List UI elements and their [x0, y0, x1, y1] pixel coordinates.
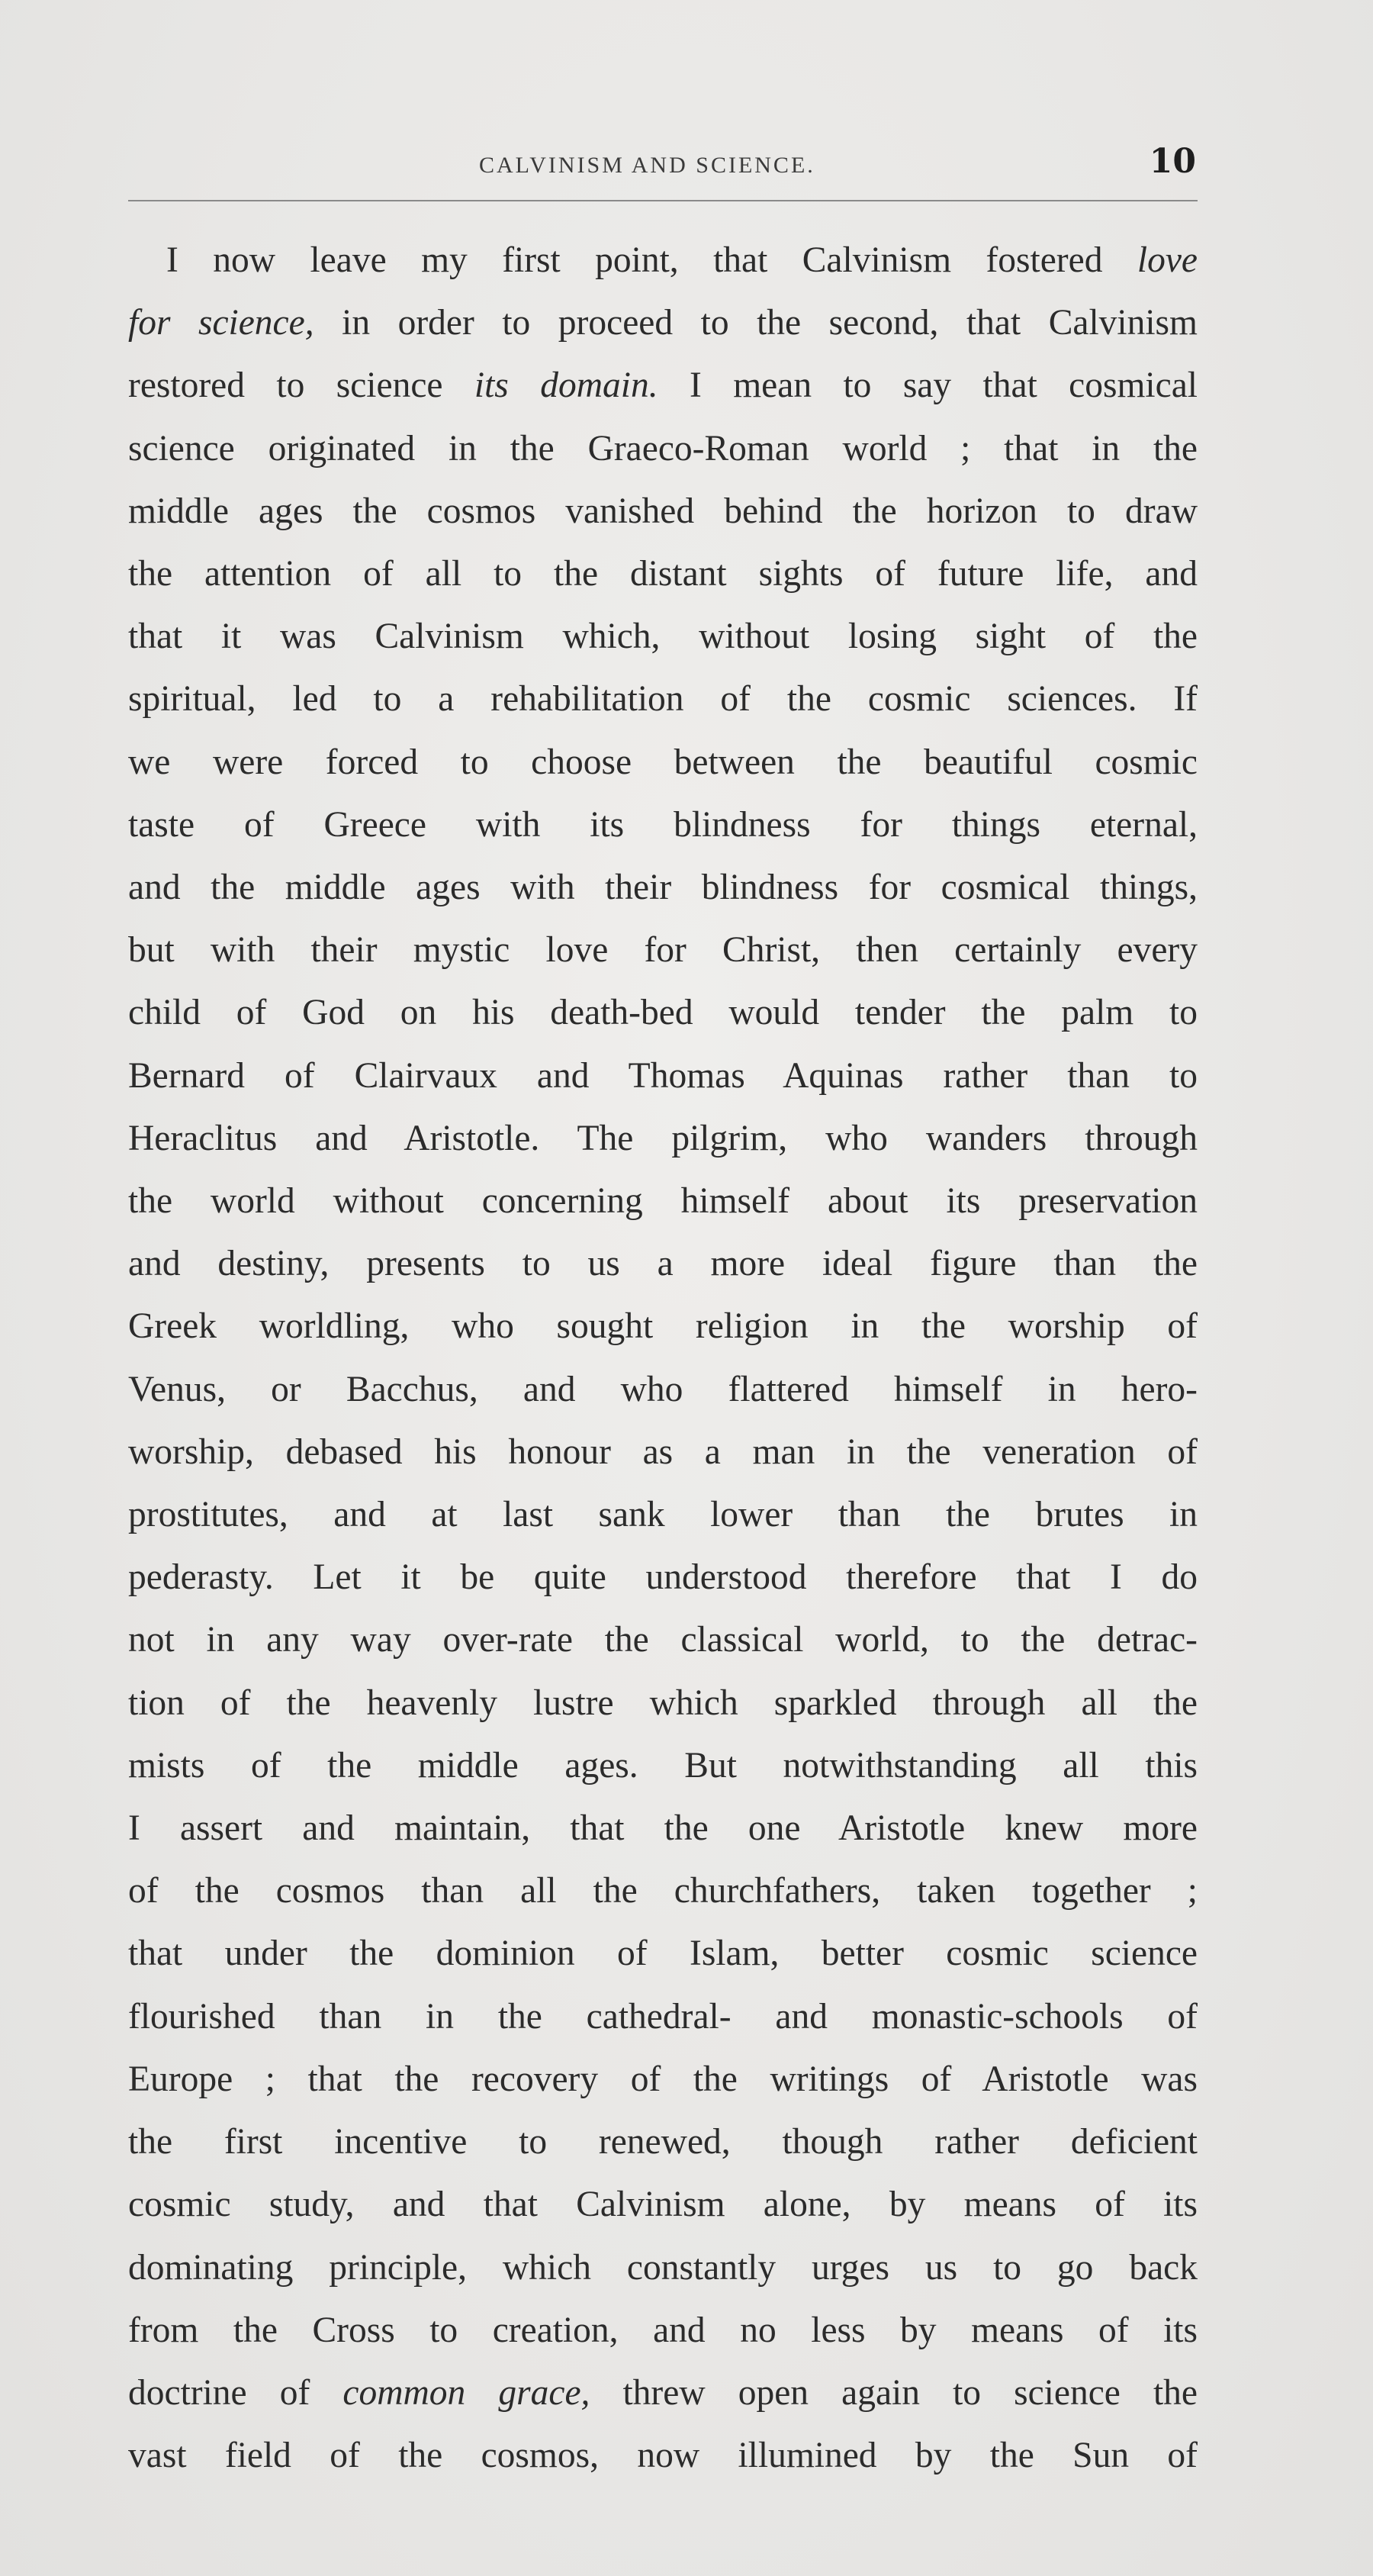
text-line: worship, debased his honour as a man in the veneration of: [128, 1431, 1198, 1472]
text-line: doctrine of common grace, threw open again to science the: [128, 2372, 1198, 2413]
page-header: [128, 142, 1196, 192]
text-line: science originated in the Graeco-Roman world ; that in the: [128, 428, 1198, 469]
text-line: Europe ; that the recovery of the writings of Aristotle was: [128, 2059, 1198, 2099]
italic-phrase: its domain.: [474, 365, 658, 406]
text-line: the attention of all to the distant sights of future life, and: [128, 554, 1198, 594]
text-line: vast field of the cosmos, now illumined by the Sun of: [128, 2436, 1198, 2476]
text-line: but with their mystic love for Christ, then certainly every: [128, 930, 1198, 971]
text-line: that it was Calvinism which, without losing sight of the: [128, 617, 1198, 657]
text-line: flourished than in the cathedral- and monastic-schools of: [128, 1996, 1198, 2037]
text-line: middle ages the cosmos vanished behind the horizon to draw: [128, 491, 1198, 531]
text-line: not in any way over-rate the classical world, to the detrac-: [128, 1620, 1198, 1660]
text-line: and destiny, presents to us a more ideal figure than the: [128, 1244, 1198, 1284]
text-line: from the Cross to creation, and no less by means of its: [128, 2310, 1198, 2350]
body-paragraph: [128, 229, 1198, 2487]
text-line: I assert and maintain, that the one Aristotle knew more: [128, 1808, 1198, 1849]
text-line: cosmic study, and that Calvinism alone, by means of its: [128, 2185, 1198, 2225]
header-rule: [128, 200, 1198, 201]
text-line: Greek worldling, who sought religion in the worship of: [128, 1306, 1198, 1347]
text-line: the world without concerning himself about its preservation: [128, 1181, 1198, 1222]
text-line: that under the dominion of Islam, better cosmic science: [128, 1934, 1198, 1974]
text-line: Heraclitus and Aristotle. The pilgrim, who wanders through: [128, 1118, 1198, 1158]
page-number: 10: [1149, 142, 1196, 181]
text-line: and the middle ages with their blindness for cosmical things,: [128, 868, 1198, 908]
text-line: for science, in order to proceed to the second, that Calvinism: [128, 303, 1198, 343]
text-line: dominating principle, which constantly urges us to go back: [128, 2247, 1198, 2288]
text-line: Bernard of Clairvaux and Thomas Aquinas rather than to: [128, 1055, 1198, 1096]
text-line: tion of the heavenly lustre which sparkled through all the: [128, 1682, 1198, 1723]
text-line: pederasty. Let it be quite understood therefore that I do: [128, 1557, 1198, 1598]
italic-phrase: common grace,: [342, 2372, 590, 2413]
text-line: spiritual, led to a rehabilitation of the cosmic sciences. If: [128, 679, 1198, 720]
text-line: of the cosmos than all the churchfathers, taken together ;: [128, 1871, 1198, 1911]
text-line: the first incentive to renewed, though rather deficient: [128, 2122, 1198, 2162]
text-line: taste of Greece with its blindness for things eternal,: [128, 804, 1198, 845]
italic-phrase: love: [1137, 240, 1198, 280]
text-line: prostitutes, and at last sank lower than the brutes in: [128, 1495, 1198, 1535]
text-line: child of God on his death-bed would tender the palm to: [128, 993, 1198, 1033]
text-line: I now leave my first point, that Calvinism fostered love: [166, 240, 1198, 280]
text-line: restored to science its domain. I mean to say that cosmical: [128, 365, 1198, 406]
text-line: mists of the middle ages. But notwithstanding all this: [128, 1745, 1198, 1785]
text-line: Venus, or Bacchus, and who flattered himself in hero-: [128, 1369, 1198, 1409]
italic-phrase: for science,: [128, 303, 314, 343]
running-title: CALVINISM AND SCIENCE.: [479, 153, 815, 178]
text-line: we were forced to choose between the beautiful cosmic: [128, 742, 1198, 782]
